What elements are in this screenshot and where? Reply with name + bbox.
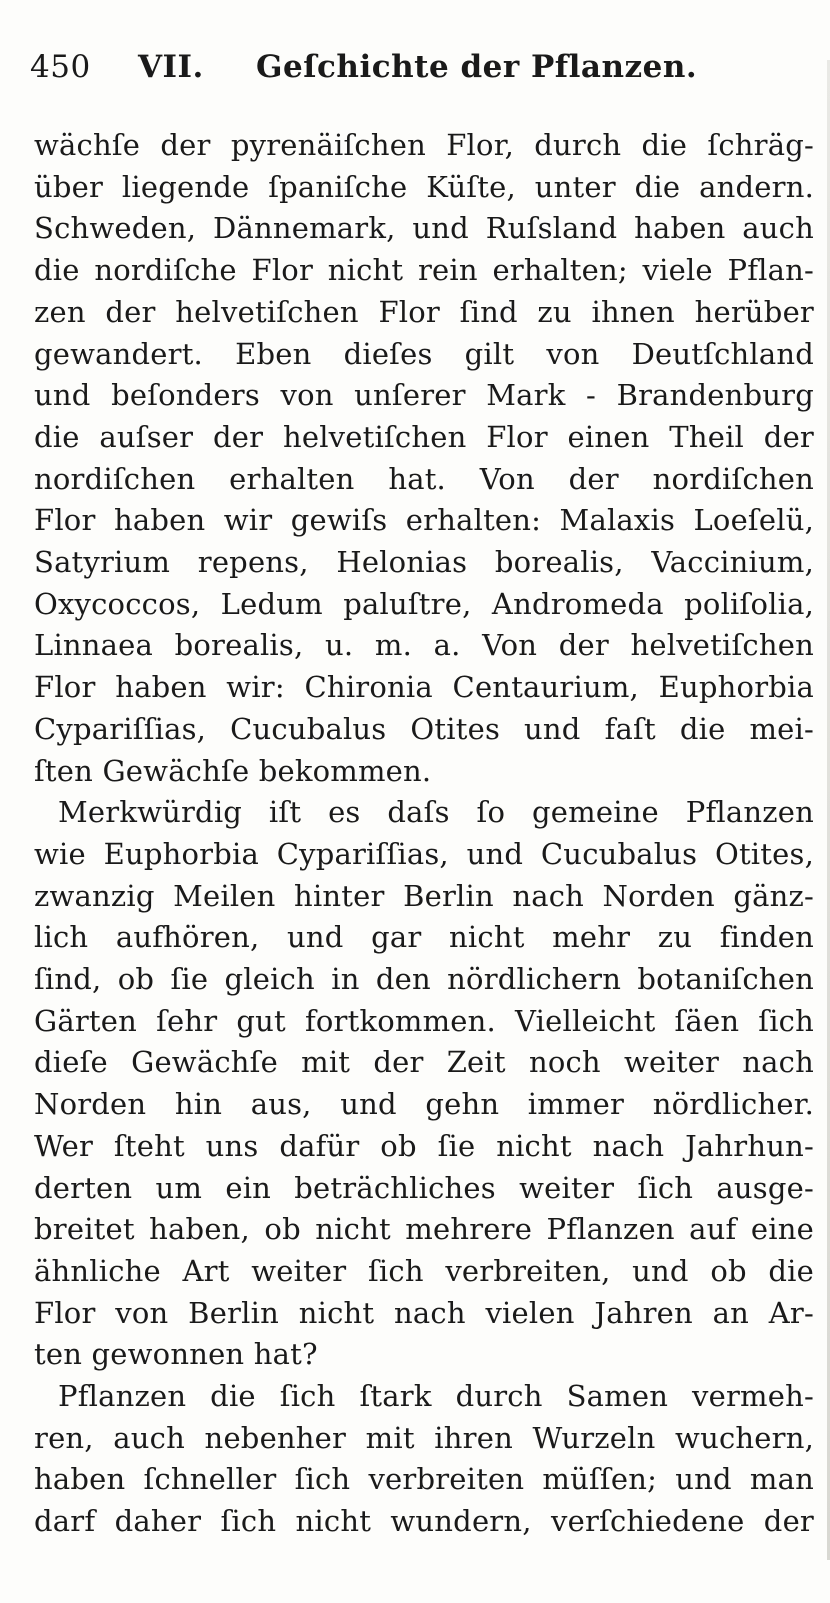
text-line: wächſe der pyrenäiſchen Flor, durch die ſchräg- <box>34 128 814 162</box>
text-line: dieſe Gewächſe mit der Zeit noch weiter nach <box>34 1045 814 1080</box>
text-line: und beſonders von unſerer Mark - Brandenburg <box>34 378 814 413</box>
text-line: Cypariſſias, Cucubalus Otites und faſt die mei- <box>34 711 814 746</box>
text-line: darf daher ſich nicht wundern, verſchiedene der <box>34 1504 814 1539</box>
running-title: Geſchichte der Pflanzen. <box>256 49 698 85</box>
text-line: Flor haben wir: Chironia Centaurium, Euphorbia <box>34 670 814 705</box>
text-line: breitet haben, ob nicht mehrere Pflanzen auf eine <box>34 1212 814 1247</box>
text-line: Flor haben wir gewiſs erhalten: Malaxis Loeſelü, <box>34 503 814 538</box>
text-line: ſten Gewächſe bekommen. <box>34 753 432 788</box>
text-line: zen der helvetiſchen Flor ſind zu ihnen herüber <box>34 294 814 329</box>
text-line: Linnaea borealis, u. m. a. Von der helvetiſchen <box>34 628 814 663</box>
text-line: nordiſchen erhalten hat. Von der nordiſchen <box>34 461 814 496</box>
text-line: die nordiſche Flor nicht rein erhalten; viele Pflan- <box>34 253 814 288</box>
text-line: Flor von Berlin nicht nach vielen Jahren an Ar- <box>34 1295 814 1330</box>
text-line: haben ſchneller ſich verbreiten müſſen; und man <box>34 1462 814 1497</box>
text-line: über liegende ſpaniſche Küſte, unter die andern. <box>34 169 814 204</box>
text-line: Schweden, Dännemark, und Ruſsland haben auch <box>34 211 814 246</box>
text-line: Pflanzen die ſich ſtark durch Samen vermeh- <box>58 1379 814 1413</box>
text-line: die auſser der helvetiſchen Flor einen Theil der <box>34 419 814 454</box>
text-line: ren, auch nebenher mit ihren Wurzeln wuchern, <box>34 1420 814 1455</box>
text-line: ſind, ob ſie gleich in den nördlichern botaniſchen <box>34 962 814 996</box>
text-line: gewandert. Eben dieſes gilt von Deutſchland <box>34 336 814 371</box>
text-line: Merkwürdig iſt es daſs ſo gemeine Pflanzen <box>58 795 814 830</box>
text-line: lich aufhören, und gar nicht mehr zu finden <box>34 920 814 955</box>
text-line: ähnliche Art weiter ſich verbreiten, und ob die <box>34 1253 814 1288</box>
text-line: Gärten ſehr gut fortkommen. Vielleicht ſäen ſich <box>34 1003 814 1038</box>
page-number: 450 <box>30 49 91 85</box>
text-line: Oxycoccos, Ledum paluſtre, Andromeda poliſolia, <box>34 586 814 621</box>
text-line: wie Euphorbia Cypariſſias, und Cucubalus Otites, <box>34 836 814 871</box>
text-line: Satyrium repens, Helonias borealis, Vaccinium, <box>34 545 814 579</box>
text-line: zwanzig Meilen hinter Berlin nach Norden gänz- <box>34 878 814 913</box>
text-line: derten um ein beträchliches weiter ſich ausge- <box>34 1170 814 1205</box>
chapter-number: VII. <box>138 49 204 85</box>
text-line: ten gewonnen hat? <box>34 1337 318 1372</box>
text-line: Wer ſteht uns dafür ob ſie nicht nach Jahrhun- <box>34 1128 814 1163</box>
text-line: Norden hin aus, und gehn immer nördlicher. <box>34 1087 814 1122</box>
